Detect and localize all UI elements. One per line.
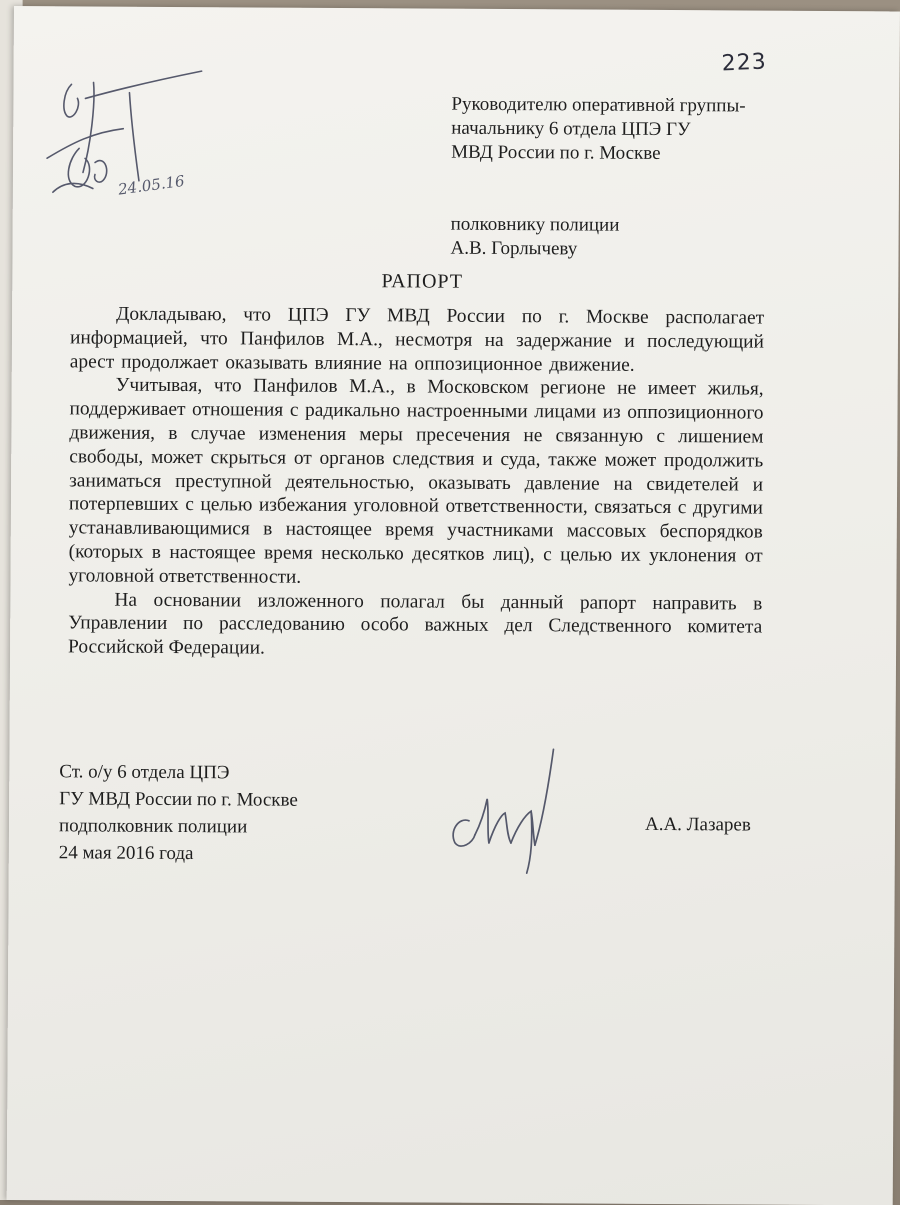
resolution-date-handwritten: 24.05.16 xyxy=(116,171,186,199)
signature-rank-line: подполковник полиции xyxy=(58,815,248,838)
author-handwritten-signature xyxy=(437,739,578,880)
addressee-name: А.В. Горлычеву xyxy=(450,237,578,260)
body-paragraph: Докладываю, что ЦПЭ ГУ МВД России по г. Москве располагает информацией, что Панфилов М.А., несмотря на задержание и последующий арест продолжает оказывать влияние на оппозиционное движение. xyxy=(69,303,765,376)
signature-block xyxy=(59,758,380,868)
signature-date-line: 24 мая 2016 года xyxy=(58,842,194,865)
body-paragraph: На основании изложенного полагал бы данный рапорт направить в Управлении по расследованию особо важных дел Следственного комитета Российской Федерации. xyxy=(68,589,763,659)
addressee-line: МВД России по г. Москве xyxy=(451,141,661,164)
resolution-handwritten-mark xyxy=(33,62,224,233)
document-title: РАПОРТ xyxy=(381,270,464,293)
report-body xyxy=(68,302,764,663)
document-sheet xyxy=(7,6,900,1205)
signature-position-line: Ст. о/у 6 отдела ЦПЭ xyxy=(59,761,230,784)
addressee-line: Руководителю оперативной группы- xyxy=(451,93,746,117)
addressee-line: начальнику 6 отдела ЦПЭ ГУ xyxy=(451,117,691,141)
addressee-rank: полковнику полиции xyxy=(450,213,620,236)
page-number: 223 xyxy=(721,49,768,77)
signer-name: А.А. Лазарев xyxy=(644,813,751,836)
signature-department-line: ГУ МВД России по г. Москве xyxy=(59,788,298,811)
body-paragraph: Учитывая, что Панфилов М.А., в Московском регионе не имеет жилья, поддерживает отношения с радикально настроенными лицами из оппозиционного движения, в случае изменения меры пресечения не связанную с лишением свободы, может скрыться от органов следствия и суда, также может продолжить заниматься преступной деятельностью, оказывать давление на свидетелей и потерпевших с целью избежания уголовной ответственности, связаться с другими устанавливающимися в настоящее время участниками массовых беспорядков (которых в настоящее время несколько десятков лиц), с целью их уклонения от уголовной ответственности. xyxy=(68,375,764,588)
addressee-block xyxy=(450,93,871,264)
